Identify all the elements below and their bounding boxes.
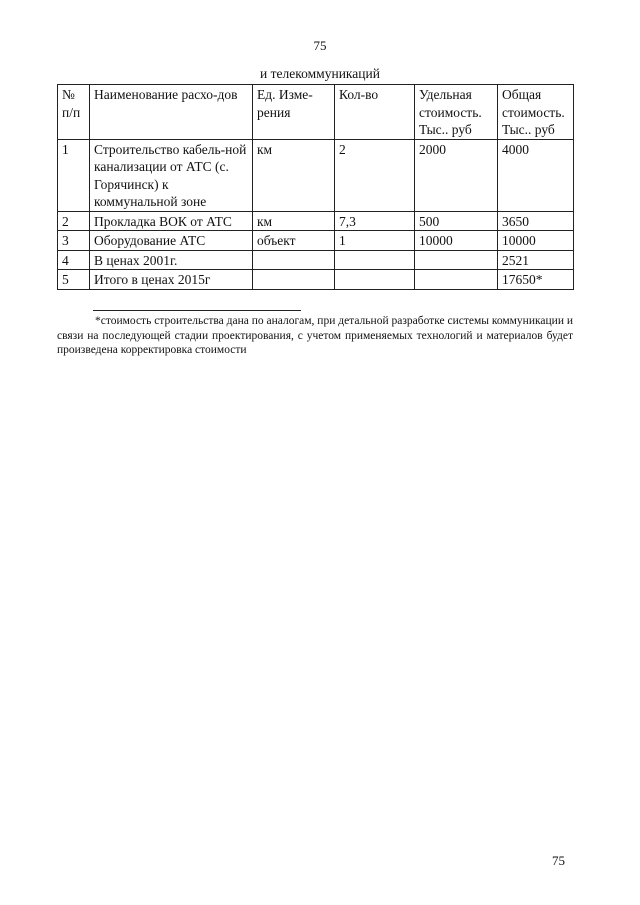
cell-num: 3 — [58, 231, 90, 251]
cell-qty — [335, 270, 415, 290]
cell-name: Оборудование АТС — [90, 231, 253, 251]
page-number-top: 75 — [313, 38, 327, 53]
table-row — [58, 211, 574, 231]
table-row — [58, 231, 574, 251]
table-header-row — [58, 85, 574, 140]
header-qty: Кол-во — [335, 85, 415, 140]
cell-qty: 1 — [335, 231, 415, 251]
cell-total-cost: 17650* — [498, 270, 574, 290]
table-row — [58, 139, 574, 211]
table-row — [58, 250, 574, 270]
cell-num: 5 — [58, 270, 90, 290]
page-number-bottom: 75 — [552, 853, 565, 868]
cost-table — [57, 84, 574, 290]
header-total-cost: Общая стоимость. Тыс.. руб — [498, 85, 574, 140]
cell-name: Строительство кабель-ной канализации от АТС (с. Горячинск) к коммунальной зоне — [90, 139, 253, 211]
cell-name: Итого в ценах 2015г — [90, 270, 253, 290]
header-num: № п/п — [58, 85, 90, 140]
cell-total-cost: 3650 — [498, 211, 574, 231]
cell-unit-cost: 10000 — [415, 231, 498, 251]
cell-num: 4 — [58, 250, 90, 270]
cell-qty — [335, 250, 415, 270]
cell-unit — [253, 270, 335, 290]
cell-unit: км — [253, 211, 335, 231]
cell-name: Прокладка ВОК от АТС — [90, 211, 253, 231]
cell-unit: км — [253, 139, 335, 211]
table-row — [58, 270, 574, 290]
header-unit: Ед. Изме-рения — [253, 85, 335, 140]
cell-num: 1 — [58, 139, 90, 211]
cell-qty: 7,3 — [335, 211, 415, 231]
cell-unit-cost — [415, 250, 498, 270]
cell-unit-cost: 500 — [415, 211, 498, 231]
header-unit-cost: Удельная стоимость. Тыс.. руб — [415, 85, 498, 140]
cell-qty: 2 — [335, 139, 415, 211]
cell-unit-cost: 2000 — [415, 139, 498, 211]
cell-unit: объект — [253, 231, 335, 251]
cell-unit — [253, 250, 335, 270]
cell-total-cost: 2521 — [498, 250, 574, 270]
cell-total-cost: 4000 — [498, 139, 574, 211]
footnote-divider — [93, 310, 301, 311]
footnote: *стоимость строительства дана по аналогам, при детальной разработке системы коммуникации и связи на последующей стадии проектирования, с учетом применяемых технологий и материалов будет произведена корректировка стоимости — [57, 315, 574, 356]
header-name: Наименование расхо-дов — [90, 85, 253, 140]
cell-total-cost: 10000 — [498, 231, 574, 251]
cell-name: В ценах 2001г. — [90, 250, 253, 270]
cell-unit-cost — [415, 270, 498, 290]
table-heading: и телекоммуникаций — [260, 66, 380, 81]
cell-num: 2 — [58, 211, 90, 231]
